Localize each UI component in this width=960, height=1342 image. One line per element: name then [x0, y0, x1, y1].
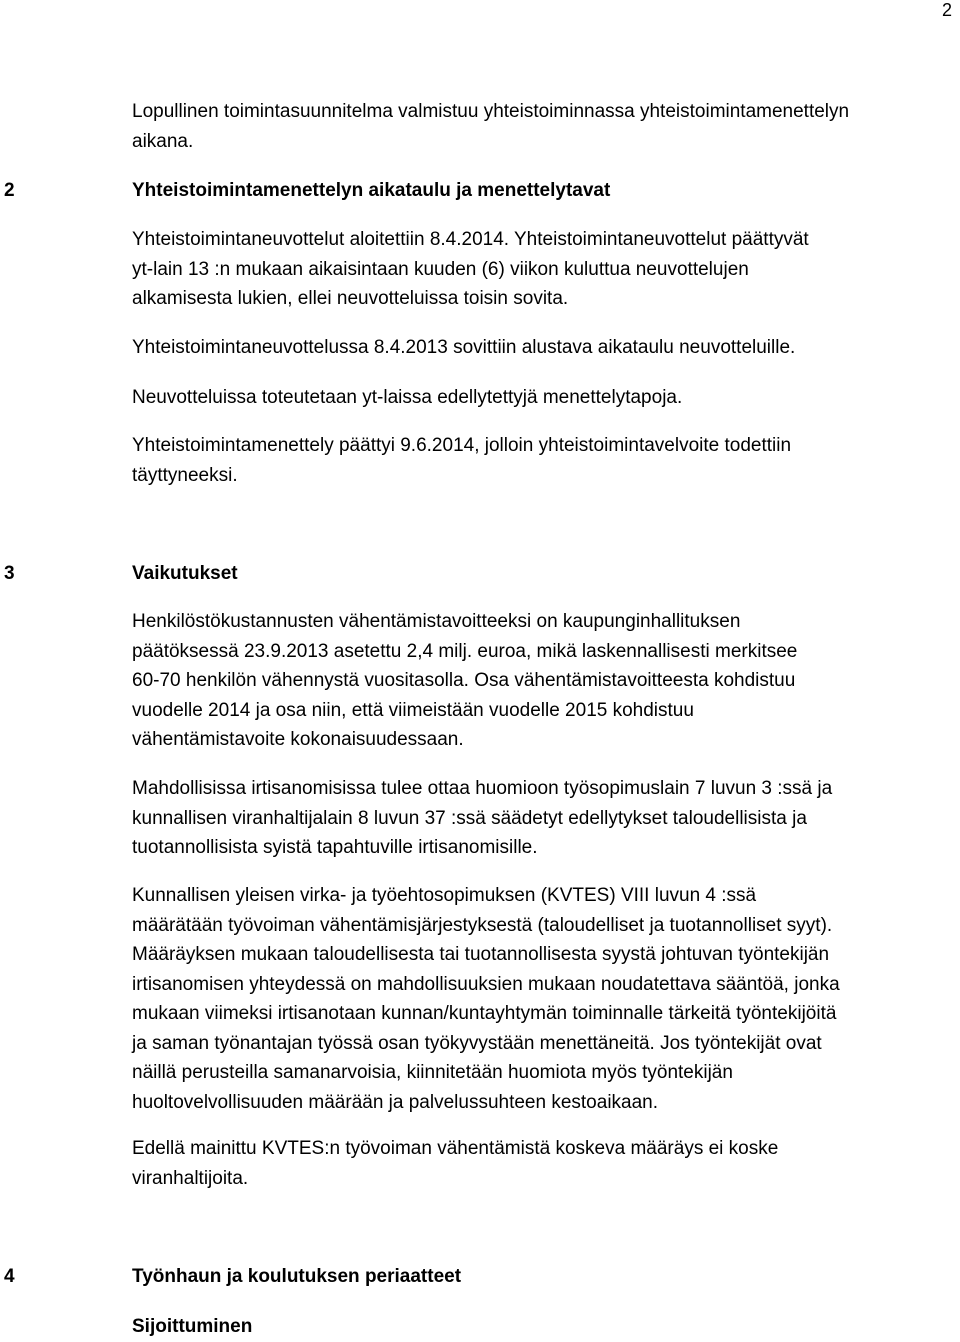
- section-title: Työnhaun ja koulutuksen periaatteet: [132, 1266, 462, 1287]
- intro-paragraph: Lopullinen toimintasuunnitelma valmistuu yhteistoiminnassa yhteistoimintamenettelyn aikana.: [132, 101, 850, 152]
- section-2-paragraph-1: Yhteistoimintaneuvottelut aloitettiin 8.4.2014. Yhteistoimintaneuvottelut päättyvät yt-lain 13 :n mukaan aikaisintaan kuuden (6) viikon kuluttua neuvottelujen alkamisesta lukien, ellei neuvotteluissa toisin sovita.: [132, 229, 809, 309]
- section-number: 4: [4, 1266, 15, 1287]
- section-2-paragraph-2: Yhteistoimintaneuvottelussa 8.4.2013 sovittiin alustava aikataulu neuvotteluille.: [132, 337, 796, 358]
- section-title: Vaikutukset: [132, 563, 238, 584]
- section-number: 2: [4, 180, 15, 201]
- section-title: Yhteistoimintamenettelyn aikataulu ja menettelytavat: [132, 180, 611, 201]
- section-3-paragraph-4: Edellä mainittu KVTES:n työvoiman vähentämistä koskeva määräys ei koske viranhaltijoita.: [132, 1138, 779, 1189]
- section-3-paragraph-2: Mahdollisissa irtisanomisissa tulee ottaa huomioon työsopimuslain 7 luvun 3 :ssä ja kunnallisen viranhaltijalain 8 luvun 37 :ssä säädetyt edellytykset taloudellisista ja tuotannollisista syistä tapahtuville irtisanomisille.: [132, 778, 833, 858]
- page-number: 2: [941, 0, 952, 20]
- section-3-paragraph-1: Henkilöstökustannusten vähentämistavoitteeksi on kaupunginhallituksen päätöksessä 23.9.2013 asetettu 2,4 milj. euroa, mikä laskennallisesti merkitsee 60-70 henkilön vähennystä vuositasolla. Osa vähentämistavoitteesta kohdistuu vuodelle 2014 ja osa niin, että viimeistään vuodelle 2015 kohdistuu vähentämistavoite kokonaisuudessaan.: [132, 611, 798, 750]
- section-2-paragraph-4: Yhteistoimintamenettely päättyi 9.6.2014, jolloin yhteistoimintavelvoite todettiin täyttyneeksi.: [132, 435, 792, 486]
- section-4-heading: [0, 1262, 960, 1292]
- section-3-paragraph-3: Kunnallisen yleisen virka- ja työehtosopimuksen (KVTES) VIII luvun 4 :ssä määrätään työvoiman vähentämisjärjestyksestä (taloudelliset ja tuotannolliset syyt). Määräyksen mukaan taloudellisesta tai tuotannollisesta syystä johtuvan työntekijän irtisanomisen yhteydessä on mahdollisuuksien mukaan noudatettava sääntöä, jonka mukaan viimeksi irtisanotaan kunnan/kuntayhtymän toiminnalle tärkeitä työntekijöitä ja saman työnantajan työssä osan työkyvystään menettäneitä. Jos työntekijät ovat näillä perusteilla samanarvoisia, kiinnitetään huomiota myös työntekijän huoltovelvollisuuden määrään ja palvelussuhteen kestoaikaan.: [132, 885, 840, 1113]
- section-2-paragraph-3: Neuvotteluissa toteutetaan yt-laissa edellytettyjä menettelytapoja.: [132, 387, 683, 408]
- subheading-sijoittuminen: Sijoittuminen: [132, 1316, 253, 1337]
- section-3-heading: [0, 559, 960, 589]
- section-number: 3: [4, 563, 15, 584]
- section-2-heading: [0, 176, 960, 206]
